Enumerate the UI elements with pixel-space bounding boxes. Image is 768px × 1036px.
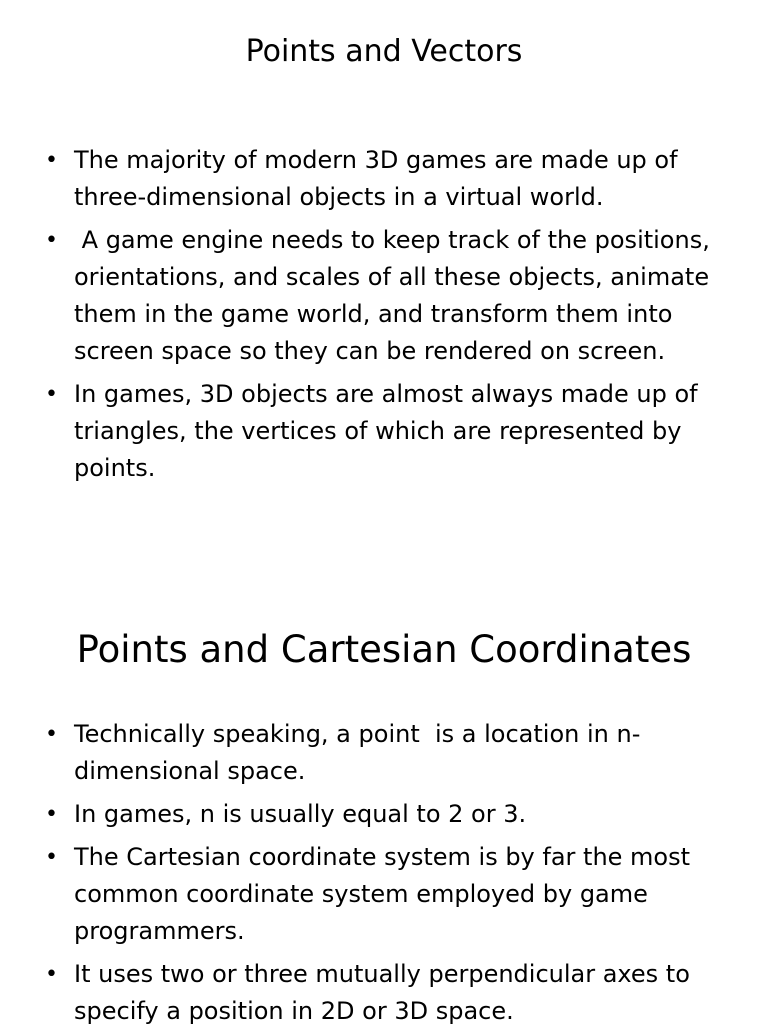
bullet-item <box>0 222 768 370</box>
bullet-text: It uses two or three mutually perpendicular axes to specify a position in 2D or 3D space. <box>74 960 698 1025</box>
bullet-icon: • <box>45 148 58 173</box>
bullet-icon: • <box>45 802 58 827</box>
bullet-icon: • <box>45 845 58 870</box>
bullet-item <box>0 839 768 950</box>
bullet-item <box>0 716 768 790</box>
slide-title: Points and Cartesian Coordinates <box>76 628 692 671</box>
bullet-text: In games, n is usually equal to 2 or 3. <box>74 800 527 828</box>
bullet-icon: • <box>45 722 58 747</box>
bullet-icon: • <box>45 228 58 253</box>
bullet-list <box>0 142 768 493</box>
bullet-text: The Cartesian coordinate system is by far the most common coordinate system employed by game programmers. <box>74 843 698 945</box>
slide-title: Points and Vectors <box>245 34 523 69</box>
slide-points-and-cartesian-coordinates <box>0 600 768 1024</box>
bullet-text: The majority of modern 3D games are made up of three-dimensional objects in a virtual world. <box>74 146 686 211</box>
bullet-item <box>0 956 768 1030</box>
bullet-list <box>0 716 768 1036</box>
bullet-icon: • <box>45 382 58 407</box>
bullet-text: Technically speaking, a point is a location in n-dimensional space. <box>74 720 641 785</box>
bullet-text: A game engine needs to keep track of the positions, orientations, and scales of all these objects, animate them in the game world, and transform them into screen space so they can be rendered on screen. <box>74 226 718 365</box>
bullet-text: In games, 3D objects are almost always made up of triangles, the vertices of which are represented by points. <box>74 380 706 482</box>
bullet-item <box>0 796 768 833</box>
bullet-item <box>0 142 768 216</box>
bullet-icon: • <box>45 962 58 987</box>
bullet-item <box>0 376 768 487</box>
